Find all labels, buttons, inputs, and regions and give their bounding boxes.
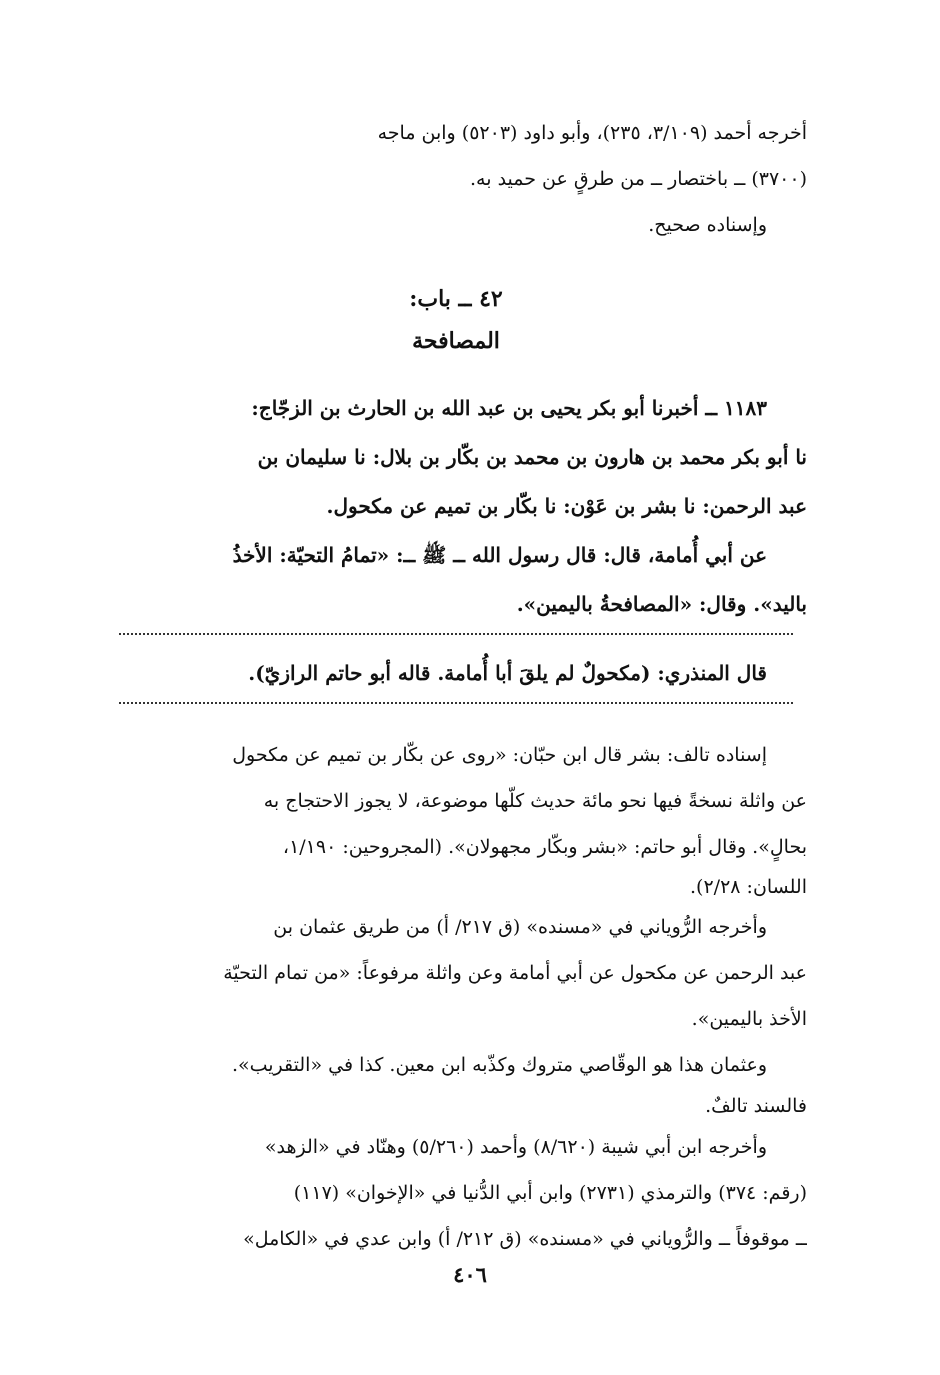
text-line: وأخرجه ابن أبي شيبة (٨/٦٢٠) وأحمد (٥/٢٦٠) وهنّاد في «الزهد»: [264, 1136, 767, 1158]
text-line: وأخرجه الرُّوياني في «مسنده» (ق ٢١٧/ أ) من طريق عثمان بن: [273, 916, 767, 938]
chapter-heading: [105, 278, 807, 362]
text-line: عبد الرحمن: نا بشر بن عَوْن: نا بكّار بن تميم عن مكحول.: [326, 494, 807, 518]
text-line: باليد». وقال: «المصافحةُ باليمين».: [516, 592, 807, 616]
mundhiri-note: قال المنذري: (مكحولٌ لم يلقَ أبا أُمامة. قاله أبو حاتم الرازيّ).: [248, 661, 767, 685]
text-line: بحالٍ». وقال أبو حاتم: «بشر وبكّار مجهولان». (المجروحين: ١/١٩٠،: [282, 836, 807, 858]
hadith-text: [105, 384, 807, 629]
text-line: وعثمان هذا هو الوقّاصي متروك وكذّبه ابن معين. كذا في «التقريب».: [231, 1054, 767, 1076]
dotted-divider-bottom: [119, 702, 793, 714]
text-line: اللسان: ٢/٢٨).: [690, 876, 807, 898]
text-line: ١١٨٣ ــ أخبرنا أبو بكر يحيى بن عبد الله بن الحارث بن الزجّاج:: [251, 396, 767, 420]
commentary: [105, 732, 807, 1262]
text-line: فالسند تالفٌ.: [705, 1095, 807, 1117]
text-line: وإسناده صحيح.: [648, 214, 767, 236]
chapter-number: ٤٢ ــ باب:: [409, 286, 503, 312]
text-line: عبد الرحمن عن مكحول عن أبي أمامة وعن واثلة مرفوعاً: «من تمام التحيّة: [223, 962, 807, 984]
chapter-title: المصافحة: [412, 328, 500, 354]
dotted-divider-top: [119, 633, 793, 645]
text-line: نا أبو بكر محمد بن هارون بن محمد بن بكّار بن بلال: نا سليمان بن: [257, 445, 807, 469]
text-line: عن واثلة نسخةً فيها نحو مائة حديث كلّها موضوعة، لا يجوز الاحتجاج به: [263, 790, 807, 812]
text-line: (٣٧٠٠) ــ باختصار ــ من طرقٍ عن حميد به.: [470, 168, 807, 190]
text-line: عن أبي أُمامة، قال: قال رسول الله ــ ﷺ ــ: «تمامُ التحيّة: الأخذُ: [232, 543, 767, 567]
text-line: الأخذ باليمين».: [691, 1008, 807, 1030]
text-line: ــ موقوفاً ــ والرُّوياني في «مسنده» (ق ٢١٢/ أ) وابن عدي في «الكامل»: [243, 1228, 807, 1250]
text-line: (رقم: ٣٧٤) والترمذي (٢٧٣١) وابن أبي الدُّنيا في «الإخوان» (١١٧): [293, 1182, 807, 1204]
top-paragraph: [105, 110, 807, 248]
page-body: [105, 110, 807, 1262]
text-line: أخرجه أحمد (٣/١٠٩، ٢٣٥)، وأبو داود (٥٢٠٣) وابن ماجه: [377, 122, 807, 144]
page-number: ٤٠٦: [453, 1262, 487, 1287]
text-line: إسناده تالف: بشر قال ابن حبّان: «روى عن بكّار بن تميم عن مكحول: [232, 744, 767, 766]
